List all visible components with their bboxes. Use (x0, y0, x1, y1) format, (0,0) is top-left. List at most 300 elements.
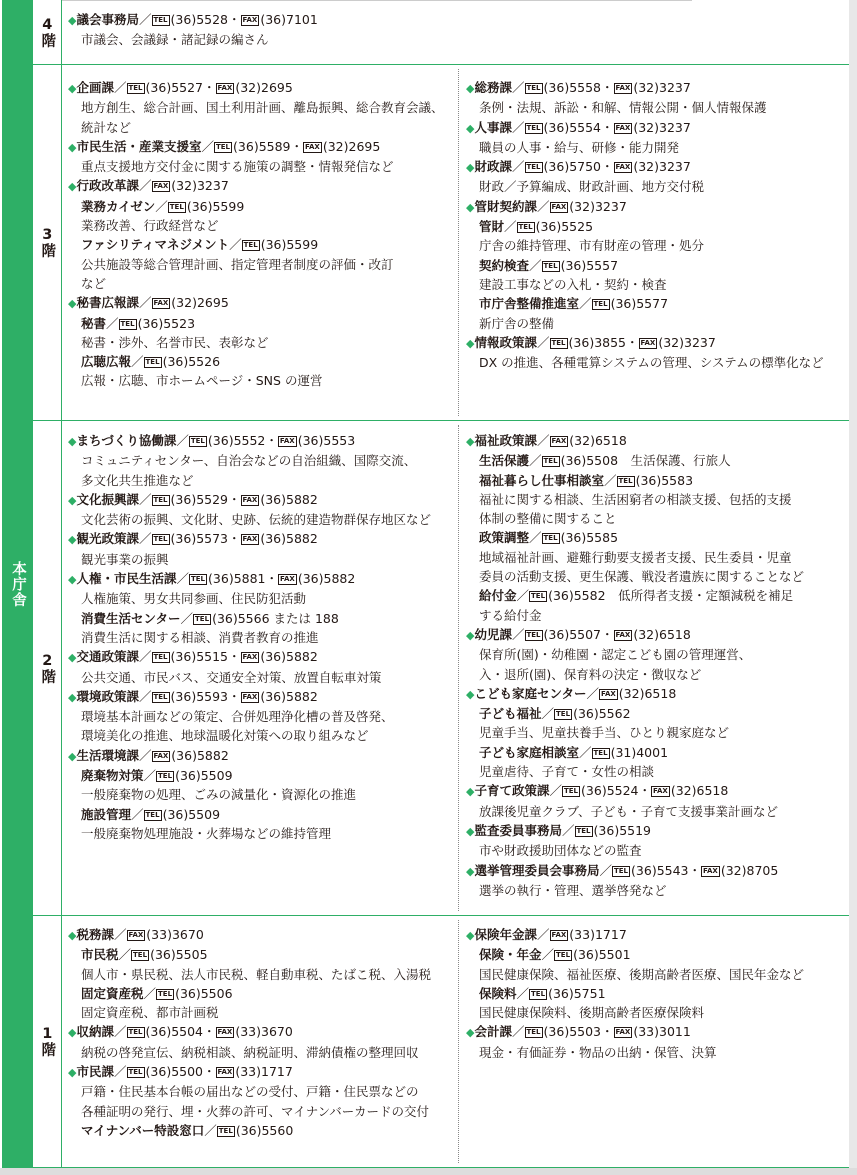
phone-number: (32)6518 (633, 626, 691, 642)
tel-icon: TEL (169, 202, 184, 211)
phone-number: (36)5505 (150, 947, 208, 963)
floor-label: 3階 (39, 227, 56, 258)
phone-number: (36)5527 (145, 80, 204, 95)
tel-icon: TEL (120, 319, 135, 328)
department-name: 秘書広報課 (76, 295, 139, 311)
tel-icon: TEL (556, 710, 571, 719)
department-name: 人権・市民生活課 (76, 571, 177, 587)
section-header: 市民税／ TEL (36)5505 (81, 947, 208, 963)
department-entry (466, 925, 851, 1022)
section-description: 国民健康保険、福祉医療、後期高齢者医療、国民年金など (479, 966, 805, 982)
tel-icon: TEL (133, 951, 148, 960)
department-description: 人権施策、男女共同参画、住民防犯活動 (81, 591, 307, 607)
section-name: 消費生活センター (81, 610, 181, 626)
section-description: 地域福祉計画、避難行動要支援者支援、民生委員・児童 (479, 549, 792, 565)
department-name: まちづくり協働課 (76, 433, 177, 448)
section-header: 福祉暮らし仕事相談室／ TEL (36)5583 (479, 472, 694, 488)
phone-number: (36)5593 (170, 688, 229, 704)
department-name: 企画課 (76, 80, 114, 95)
diamond-bullet-icon: ◆ (68, 651, 77, 665)
diamond-bullet-icon: ◆ (68, 573, 77, 587)
section-name: 管財 (479, 219, 505, 235)
phone-number: (36)5528 (170, 12, 229, 27)
section-name: 業務カイゼン (81, 198, 156, 214)
department-name: 収納課 (76, 1024, 114, 1040)
phone-number: (36)5509 (162, 806, 221, 822)
fax-icon: FAX (242, 653, 258, 662)
department-name: 文化振興課 (76, 491, 139, 507)
section-description: する給付金 (479, 607, 542, 623)
department-entry (466, 821, 851, 861)
department-header: ◆税務課／ FAX (33)3670 (68, 927, 204, 942)
department-header: ◆環境政策課／ TEL (36)5593・ FAX (36)5882 (68, 688, 318, 704)
section-header: 保険・年金／ TEL (36)5501 (479, 947, 631, 963)
diamond-bullet-icon: ◆ (466, 628, 475, 642)
fax-icon: FAX (551, 202, 567, 211)
section-name: 保険・年金 (479, 947, 542, 963)
phone-number: (36)5599 (186, 198, 245, 214)
phone-number: (36)5554 (543, 119, 602, 135)
section-description: 委員の活動支援、更生保護、戦没者遺族に関することなど (479, 569, 805, 585)
department-name: 幼児課 (474, 626, 512, 642)
diamond-bullet-icon: ◆ (68, 929, 77, 942)
department-name: 環境政策課 (76, 688, 139, 704)
section-name: ファシリティマネジメント (81, 237, 230, 253)
department-header: ◆観光政策課／ TEL (36)5573・ FAX (36)5882 (68, 531, 318, 547)
department-description: コミュニティセンター、自治会などの自治組織、国際交流、 (81, 453, 417, 469)
phone-number: (32)3237 (171, 178, 229, 194)
diamond-bullet-icon: ◆ (68, 435, 77, 448)
fax-icon: FAX (153, 182, 169, 191)
floor-cell-3 (32, 65, 62, 421)
tel-icon: TEL (158, 989, 173, 998)
fax-icon: FAX (653, 787, 668, 796)
department-entry (68, 647, 460, 687)
department-description: 環境基本計画などの策定、合併処理浄化槽の普及啓発、 (81, 709, 394, 725)
department-description: 放課後児童クラブ、子ども・子育て支援事業計画など (479, 803, 779, 819)
section-header: 生活保護／ TEL (36)5508 生活保護、行旅人 (479, 453, 731, 469)
department-name: 福祉政策課 (474, 433, 537, 448)
phone-number: (36)5882 (260, 531, 318, 547)
department-name: 子育て政策課 (474, 783, 550, 799)
section-name: 秘書 (81, 315, 107, 331)
section-description: など (81, 275, 107, 291)
department-name: こども家庭センター (474, 685, 587, 701)
department-header: ◆収納課／ TEL (36)5504・ FAX (33)3670 (68, 1024, 293, 1040)
department-name: 財政課 (474, 159, 512, 175)
section-name: 子ども福祉 (479, 706, 542, 722)
fax-icon: FAX (615, 123, 631, 132)
diamond-bullet-icon: ◆ (466, 824, 475, 838)
building-label-column (2, 0, 32, 1168)
department-header: ◆財政課／ TEL (36)5750・ FAX (32)3237 (466, 159, 691, 175)
section-header: 管財／ TEL (36)5525 (479, 219, 594, 235)
department-description: 観光事業の振興 (81, 551, 169, 567)
department-header: ◆秘書広報課／ FAX (32)2695 (68, 295, 229, 311)
section-description: 広報・広聴、市ホームページ・SNS の運営 (81, 373, 323, 389)
phone-number: (36)5577 (610, 296, 669, 312)
tel-icon: TEL (145, 810, 160, 819)
department-description: 選挙の執行・管理、選挙啓発など (479, 882, 667, 898)
floor-1-right (466, 916, 851, 1167)
department-entry (466, 333, 851, 373)
phone-number: (36)5882 (260, 649, 318, 665)
phone-number: (36)5529 (170, 491, 229, 507)
phone-number: (32)6518 (618, 685, 677, 701)
floor-band-4 (62, 0, 849, 65)
phone-number: (32)2695 (171, 295, 229, 311)
phone-number: (32)8705 (720, 862, 779, 878)
tel-icon: TEL (195, 614, 210, 623)
phone-number: (36)5558 (543, 80, 602, 95)
section-name: 保険料 (479, 985, 517, 1001)
section-header: 消費生活センター／ TEL (36)5566 または 188 (81, 610, 339, 626)
tel-icon: TEL (614, 866, 629, 875)
section-header: 廃棄物対策／ TEL (36)5509 (81, 768, 233, 784)
section-description: 児童手当、児童扶養手当、ひとり親家庭など (479, 725, 730, 741)
department-header: ◆人権・市民生活課／ TEL (36)5881・ FAX (36)5882 (68, 571, 356, 587)
floor-cell-4 (32, 0, 62, 65)
tel-icon: TEL (216, 142, 231, 151)
phone-number: (36)5524 (581, 783, 639, 799)
phone-number: (32)6518 (670, 783, 729, 799)
department-description: 納税の啓発宣伝、納税相談、納税証明、滞納債権の整理回収 (81, 1044, 419, 1060)
fax-icon: FAX (551, 437, 567, 445)
department-header: ◆交通政策課／ TEL (36)5515・ FAX (36)5882 (68, 649, 318, 665)
section-header: 秘書／ TEL (36)5523 (81, 315, 196, 331)
department-entry (68, 431, 460, 490)
section-name: 政策調整 (479, 530, 530, 546)
phone-number: (33)3011 (633, 1024, 691, 1040)
section-header: 契約検査／ TEL (36)5557 (479, 257, 619, 273)
department-name: 市民生活・産業支援室 (76, 138, 202, 154)
department-name: 議会事務局 (76, 12, 139, 27)
phone-number: (36)5583 (635, 472, 694, 488)
diamond-bullet-icon: ◆ (466, 121, 475, 135)
department-description: 地方創生、総合計画、国土利用計画、離島振興、総合教育会議、 (81, 100, 444, 116)
section-description: 秘書・渉外、名誉市民、表彰など (81, 334, 269, 350)
department-name: 選挙管理委員会事務局 (474, 862, 600, 878)
department-name: 税務課 (76, 927, 114, 942)
diamond-bullet-icon: ◆ (466, 200, 475, 214)
department-name: 総務課 (474, 80, 512, 95)
phone-number: (36)5566 または 188 (212, 610, 339, 626)
department-description: 職員の人事・給与、研修・能力開発 (479, 139, 680, 155)
tel-icon: TEL (243, 241, 258, 250)
phone-number: (33)3670 (146, 927, 204, 942)
department-description: 公共交通、市民バス、交通安全対策、放置自転車対策 (81, 669, 382, 685)
department-description: 多文化共生推進など (81, 472, 194, 488)
department-description: 市議会、会議録・諸記録の編さん (81, 32, 269, 48)
diamond-bullet-icon: ◆ (68, 297, 77, 311)
department-entry (68, 176, 460, 293)
section-name: マイナンバー特設窓口 (81, 1122, 205, 1138)
phone-number: (36)5515 (170, 649, 229, 665)
column-divider (458, 920, 459, 1163)
department-entry (466, 157, 851, 197)
diamond-bullet-icon: ◆ (466, 687, 475, 701)
section-description: 福祉に関する相談、生活困窮者の相談支援、包括的支援 (479, 491, 792, 507)
phone-number: (36)5557 (560, 257, 619, 273)
department-entry (68, 687, 460, 746)
fax-icon: FAX (640, 338, 656, 347)
phone-number: (36)5882 (260, 491, 318, 507)
section-name: 給付金 (479, 588, 517, 604)
section-header: 業務カイゼン／ TEL (36)5599 (81, 198, 245, 214)
section-note: 低所得者支援・定額減税を補足 (618, 588, 794, 604)
section-description: 国民健康保険料、後期高齢者医療保険料 (479, 1005, 705, 1021)
department-entry (466, 431, 851, 625)
phone-number: (36)5573 (170, 531, 229, 547)
phone-number: (33)3670 (235, 1024, 293, 1040)
phone-number: (36)5589 (233, 138, 291, 154)
section-header: 固定資産税／ TEL (36)5506 (81, 985, 233, 1001)
fax-icon: FAX (601, 689, 616, 698)
section-description: 庁舎の維持管理、市有財産の管理・処分 (479, 238, 705, 254)
section-name: 廃棄物対策 (81, 768, 144, 784)
diamond-bullet-icon: ◆ (466, 1026, 475, 1040)
tel-icon: TEL (551, 338, 566, 347)
phone-number: (36)5882 (297, 571, 356, 587)
phone-number: (36)5552 (207, 433, 266, 448)
department-name: 保険年金課 (474, 927, 537, 942)
tel-icon: TEL (153, 535, 168, 544)
tel-icon: TEL (531, 592, 546, 601)
department-name: 交通政策課 (76, 649, 139, 665)
section-description: 児童虐待、子育て・女性の相談 (479, 764, 655, 780)
department-header: ◆総務課／ TEL (36)5558・ FAX (32)3237 (466, 80, 691, 95)
diamond-bullet-icon: ◆ (466, 161, 475, 175)
tel-icon: TEL (618, 476, 633, 485)
phone-number: (32)2695 (322, 138, 381, 154)
section-name: 子ども家庭相談室 (479, 744, 580, 760)
fax-icon: FAX (242, 692, 258, 701)
department-description: 入・退所(園)、保育料の決定・徴収など (479, 666, 702, 682)
fax-icon: FAX (217, 84, 233, 92)
phone-number: (36)5508 (560, 453, 619, 469)
department-header: ◆企画課／ TEL (36)5527・ FAX (32)2695 (68, 80, 293, 95)
department-name: 生活環境課 (76, 747, 139, 763)
phone-number: (32)3237 (658, 334, 716, 350)
section-header: 子ども福祉／ TEL (36)5562 (479, 706, 631, 722)
diamond-bullet-icon: ◆ (466, 929, 475, 942)
department-name: 行政改革課 (76, 178, 139, 194)
tel-icon: TEL (543, 457, 558, 466)
tel-icon: TEL (556, 951, 571, 960)
section-note: 生活保護、行旅人 (630, 453, 731, 469)
department-entry (466, 78, 851, 118)
phone-number: (36)5750 (543, 159, 602, 175)
diamond-bullet-icon: ◆ (466, 435, 475, 448)
department-description: 文化芸術の振興、文化財、史跡、伝統的建造物群保存地区など (81, 512, 432, 528)
department-entry (68, 78, 460, 137)
tel-icon: TEL (593, 300, 608, 309)
floor-band-3 (62, 65, 849, 421)
floor-4-left (68, 0, 460, 64)
department-header: ◆議会事務局／ TEL (36)5528・ FAX (36)7101 (68, 12, 318, 27)
tel-icon: TEL (526, 1028, 541, 1037)
phone-number: (36)5500 (145, 1064, 204, 1080)
department-entry (68, 529, 460, 569)
section-description: 公共施設等総合管理計画、指定管理者制度の評価・改訂 (81, 256, 394, 272)
section-header: 市庁舎整備推進室／ TEL (36)5577 (479, 296, 669, 312)
tel-icon: TEL (158, 772, 173, 781)
department-header: ◆行政改革課／ FAX (32)3237 (68, 178, 229, 194)
diamond-bullet-icon: ◆ (68, 1066, 77, 1080)
diamond-bullet-icon: ◆ (68, 82, 77, 95)
department-entry (466, 118, 851, 158)
floor-3-left (68, 65, 460, 420)
department-header: ◆幼児課／ TEL (36)5507・ FAX (32)6518 (466, 626, 691, 642)
section-header: 施設管理／ TEL (36)5509 (81, 806, 221, 822)
department-entry (466, 1022, 851, 1062)
floor-3-right (466, 65, 851, 420)
tel-icon: TEL (543, 534, 558, 543)
phone-number: (36)5562 (573, 706, 631, 722)
diamond-bullet-icon: ◆ (466, 336, 475, 350)
section-description: 固定資産税、都市計画税 (81, 1005, 219, 1021)
diamond-bullet-icon: ◆ (68, 140, 77, 154)
department-header: ◆保険年金課／ FAX (33)1717 (466, 927, 627, 942)
fax-icon: FAX (153, 751, 169, 760)
fax-icon: FAX (242, 16, 258, 24)
diamond-bullet-icon: ◆ (466, 785, 475, 799)
department-entry (68, 293, 460, 390)
department-header: ◆人事課／ TEL (36)5554・ FAX (32)3237 (466, 119, 691, 135)
fax-icon: FAX (242, 535, 258, 544)
department-header: ◆選挙管理委員会事務局／ TEL (36)5543・ FAX (32)8705 (466, 862, 779, 878)
phone-number: (32)3237 (569, 198, 627, 214)
department-description: 市や財政援助団体などの監査 (479, 843, 642, 859)
section-name: 施設管理 (81, 806, 132, 822)
phone-number: (36)5582 (548, 588, 606, 604)
tel-icon: TEL (526, 163, 541, 172)
phone-number: (36)7101 (260, 12, 318, 27)
section-header: 政策調整／ TEL (36)5585 (479, 530, 619, 546)
department-description: 各種証明の発行、埋・火葬の許可、マイナンバーカードの交付 (81, 1103, 430, 1119)
fax-icon: FAX (280, 575, 295, 584)
department-entry (68, 10, 460, 50)
section-header: 給付金／ TEL (36)5582 低所得者支援・定額減税を補足 (479, 588, 794, 604)
fax-icon: FAX (305, 142, 320, 151)
fax-icon: FAX (615, 163, 631, 172)
department-name: 情報政策課 (474, 334, 537, 350)
phone-number: (32)6518 (569, 433, 627, 448)
department-name: 監査委員事務局 (474, 822, 562, 838)
department-description: 環境美化の推進、地球温暖化対策への取り組みなど (81, 728, 369, 744)
department-description: 戸籍・住民基本台帳の届出などの受付、戸籍・住民票などの (81, 1084, 419, 1100)
phone-number: (32)3237 (633, 159, 691, 175)
fax-icon: FAX (615, 84, 631, 92)
department-entry (466, 625, 851, 684)
phone-number: (36)5560 (235, 1122, 294, 1138)
phone-number: (36)5882 (171, 747, 229, 763)
section-name: 市民税 (81, 947, 119, 963)
department-header: ◆会計課／ TEL (36)5503・ FAX (33)3011 (466, 1024, 691, 1040)
tel-icon: TEL (153, 653, 168, 662)
section-name: 固定資産税 (81, 985, 144, 1001)
fax-icon: FAX (703, 866, 718, 875)
phone-number: (36)5506 (175, 985, 233, 1001)
fax-icon: FAX (217, 1068, 233, 1077)
department-header: ◆福祉政策課／ FAX (32)6518 (466, 433, 627, 448)
phone-number: (36)5543 (631, 862, 689, 878)
section-name: 福祉暮らし仕事相談室 (479, 472, 605, 488)
tel-icon: TEL (128, 84, 143, 92)
tel-icon: TEL (128, 1068, 143, 1077)
department-description: 統計など (81, 119, 132, 135)
tel-icon: TEL (593, 748, 608, 757)
phone-number: (36)5525 (535, 219, 594, 235)
floor-cell-1 (32, 916, 62, 1168)
department-header: ◆管財契約課／ FAX (32)3237 (466, 198, 627, 214)
phone-number: (31)4001 (610, 744, 669, 760)
tel-icon: TEL (518, 223, 533, 232)
tel-icon: TEL (153, 16, 168, 24)
section-description: 体制の整備に関すること (479, 511, 617, 527)
phone-number: (33)1717 (569, 927, 627, 942)
phone-number: (33)1717 (235, 1064, 293, 1080)
phone-number: (36)5503 (543, 1024, 602, 1040)
department-header: ◆市民生活・産業支援室／ TEL (36)5589・ FAX (32)2695 (68, 138, 381, 154)
fax-icon: FAX (128, 931, 144, 939)
phone-number: (36)5882 (260, 688, 318, 704)
floor-cell-2 (32, 421, 62, 916)
floor-1-left (68, 916, 460, 1167)
section-description: 一般廃棄物の処理、ごみの減量化・資源化の推進 (81, 787, 357, 803)
department-entry (68, 1062, 460, 1140)
phone-number: (32)3237 (633, 80, 691, 95)
floor-label: 1階 (39, 1026, 56, 1057)
tel-icon: TEL (145, 358, 160, 367)
diamond-bullet-icon: ◆ (68, 690, 77, 704)
phone-number: (36)5881 (208, 571, 266, 587)
department-description: 条例・法規、訴訟・和解、情報公開・個人情報保護 (479, 100, 767, 116)
fax-icon: FAX (242, 495, 258, 504)
tel-icon: TEL (543, 261, 558, 270)
floor-band-1 (62, 916, 849, 1168)
department-entry (466, 197, 851, 333)
fax-icon: FAX (615, 1028, 631, 1037)
department-header: ◆こども家庭センター／ FAX (32)6518 (466, 685, 677, 701)
department-description: 財政／予算編成、財政計画、地方交付税 (479, 179, 705, 195)
section-description: 業務改善、行政経営など (81, 218, 219, 234)
fax-icon: FAX (551, 931, 567, 939)
phone-number: (36)5553 (297, 433, 356, 448)
department-entry (68, 569, 460, 647)
floor-2-left (68, 421, 460, 915)
tel-icon: TEL (190, 437, 205, 445)
column-divider (458, 69, 459, 416)
floor-label: 4階 (39, 16, 56, 48)
tel-icon: TEL (218, 1126, 233, 1135)
phone-number: (36)5519 (593, 822, 652, 838)
tel-icon: TEL (526, 84, 541, 92)
section-header: マイナンバー特設窓口／ TEL (36)5560 (81, 1122, 294, 1138)
phone-number: (36)5599 (260, 237, 319, 253)
fax-icon: FAX (615, 630, 631, 639)
tel-icon: TEL (128, 1028, 143, 1037)
section-name: 生活保護 (479, 453, 530, 469)
department-description: 現金・有価証券・物品の出納・保管、決算 (479, 1044, 717, 1060)
department-name: 人事課 (474, 119, 512, 135)
phone-number: (36)5504 (145, 1024, 204, 1040)
floor-band-2 (62, 421, 849, 916)
section-description: 新庁舎の整備 (479, 315, 555, 331)
department-description: DX の推進、各種電算システムの管理、システムの標準化など (479, 355, 824, 371)
section-header: 子ども家庭相談室／ TEL (31)4001 (479, 744, 669, 760)
department-entry (466, 684, 851, 781)
